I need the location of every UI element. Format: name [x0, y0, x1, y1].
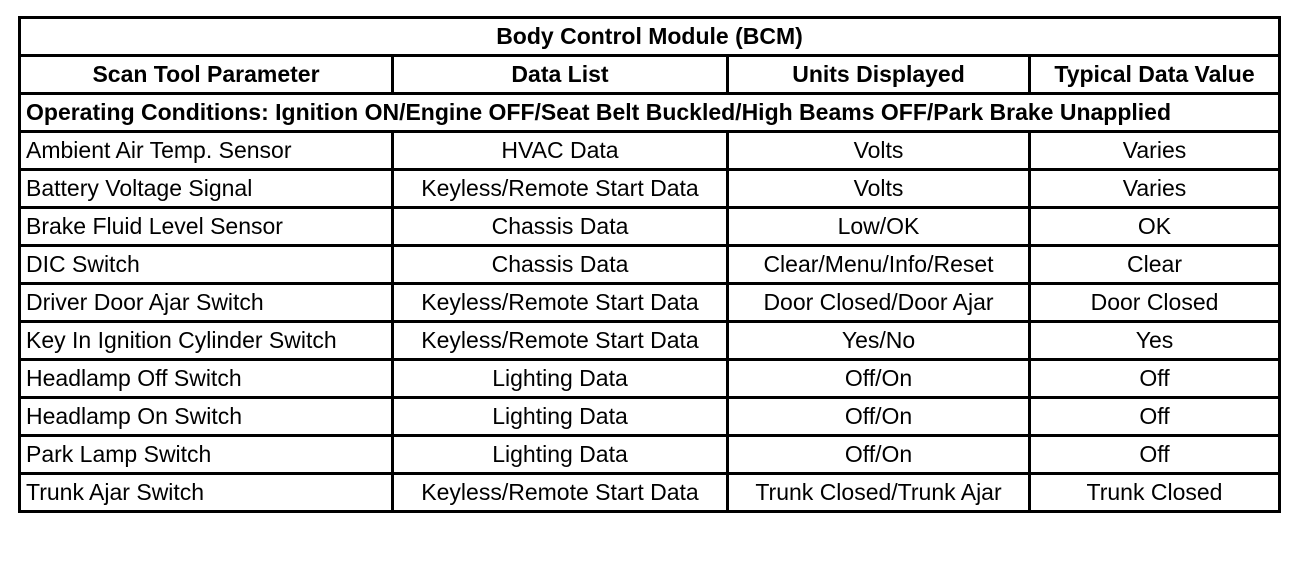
units-cell: Off/On	[728, 436, 1030, 474]
table-row	[20, 246, 1280, 284]
units-cell: Off/On	[728, 360, 1030, 398]
data-list-cell: Lighting Data	[393, 436, 728, 474]
typical-value-cell: Off	[1030, 360, 1280, 398]
data-list-cell: Chassis Data	[393, 208, 728, 246]
parameter-cell: Battery Voltage Signal	[20, 170, 393, 208]
column-header-scan-tool-parameter: Scan Tool Parameter	[20, 56, 393, 94]
parameter-cell: Key In Ignition Cylinder Switch	[20, 322, 393, 360]
title-row	[20, 18, 1280, 56]
data-list-cell: Keyless/Remote Start Data	[393, 474, 728, 512]
column-header-units-displayed: Units Displayed	[728, 56, 1030, 94]
typical-value-cell: Clear	[1030, 246, 1280, 284]
typical-value-cell: Trunk Closed	[1030, 474, 1280, 512]
units-cell: Trunk Closed/Trunk Ajar	[728, 474, 1030, 512]
data-list-cell: Keyless/Remote Start Data	[393, 170, 728, 208]
parameter-cell: DIC Switch	[20, 246, 393, 284]
table-row	[20, 474, 1280, 512]
typical-value-cell: Varies	[1030, 132, 1280, 170]
parameter-cell: Park Lamp Switch	[20, 436, 393, 474]
data-list-cell: Keyless/Remote Start Data	[393, 284, 728, 322]
units-cell: Clear/Menu/Info/Reset	[728, 246, 1030, 284]
units-cell: Low/OK	[728, 208, 1030, 246]
data-list-cell: Chassis Data	[393, 246, 728, 284]
units-cell: Off/On	[728, 398, 1030, 436]
parameter-cell: Driver Door Ajar Switch	[20, 284, 393, 322]
typical-value-cell: Off	[1030, 436, 1280, 474]
units-cell: Door Closed/Door Ajar	[728, 284, 1030, 322]
units-cell: Yes/No	[728, 322, 1030, 360]
data-list-cell: Lighting Data	[393, 398, 728, 436]
bcm-data-table	[18, 16, 1281, 513]
header-row	[20, 56, 1280, 94]
typical-value-cell: Varies	[1030, 170, 1280, 208]
data-list-cell: HVAC Data	[393, 132, 728, 170]
operating-conditions-row	[20, 94, 1280, 132]
parameter-cell: Headlamp Off Switch	[20, 360, 393, 398]
parameter-cell: Trunk Ajar Switch	[20, 474, 393, 512]
data-list-cell: Lighting Data	[393, 360, 728, 398]
data-list-cell: Keyless/Remote Start Data	[393, 322, 728, 360]
typical-value-cell: OK	[1030, 208, 1280, 246]
table-row	[20, 170, 1280, 208]
table-row	[20, 360, 1280, 398]
parameter-cell: Headlamp On Switch	[20, 398, 393, 436]
typical-value-cell: Door Closed	[1030, 284, 1280, 322]
table-row	[20, 208, 1280, 246]
typical-value-cell: Off	[1030, 398, 1280, 436]
bcm-table-container	[18, 16, 1278, 513]
table-title: Body Control Module (BCM)	[20, 18, 1280, 56]
table-row	[20, 322, 1280, 360]
column-header-typical-data-value: Typical Data Value	[1030, 56, 1280, 94]
table-row	[20, 284, 1280, 322]
parameter-cell: Ambient Air Temp. Sensor	[20, 132, 393, 170]
column-header-data-list: Data List	[393, 56, 728, 94]
table-row	[20, 436, 1280, 474]
table-row	[20, 132, 1280, 170]
units-cell: Volts	[728, 132, 1030, 170]
table-row	[20, 398, 1280, 436]
parameter-cell: Brake Fluid Level Sensor	[20, 208, 393, 246]
units-cell: Volts	[728, 170, 1030, 208]
typical-value-cell: Yes	[1030, 322, 1280, 360]
operating-conditions: Operating Conditions: Ignition ON/Engine OFF/Seat Belt Buckled/High Beams OFF/Park Brake Unapplied	[20, 94, 1280, 132]
